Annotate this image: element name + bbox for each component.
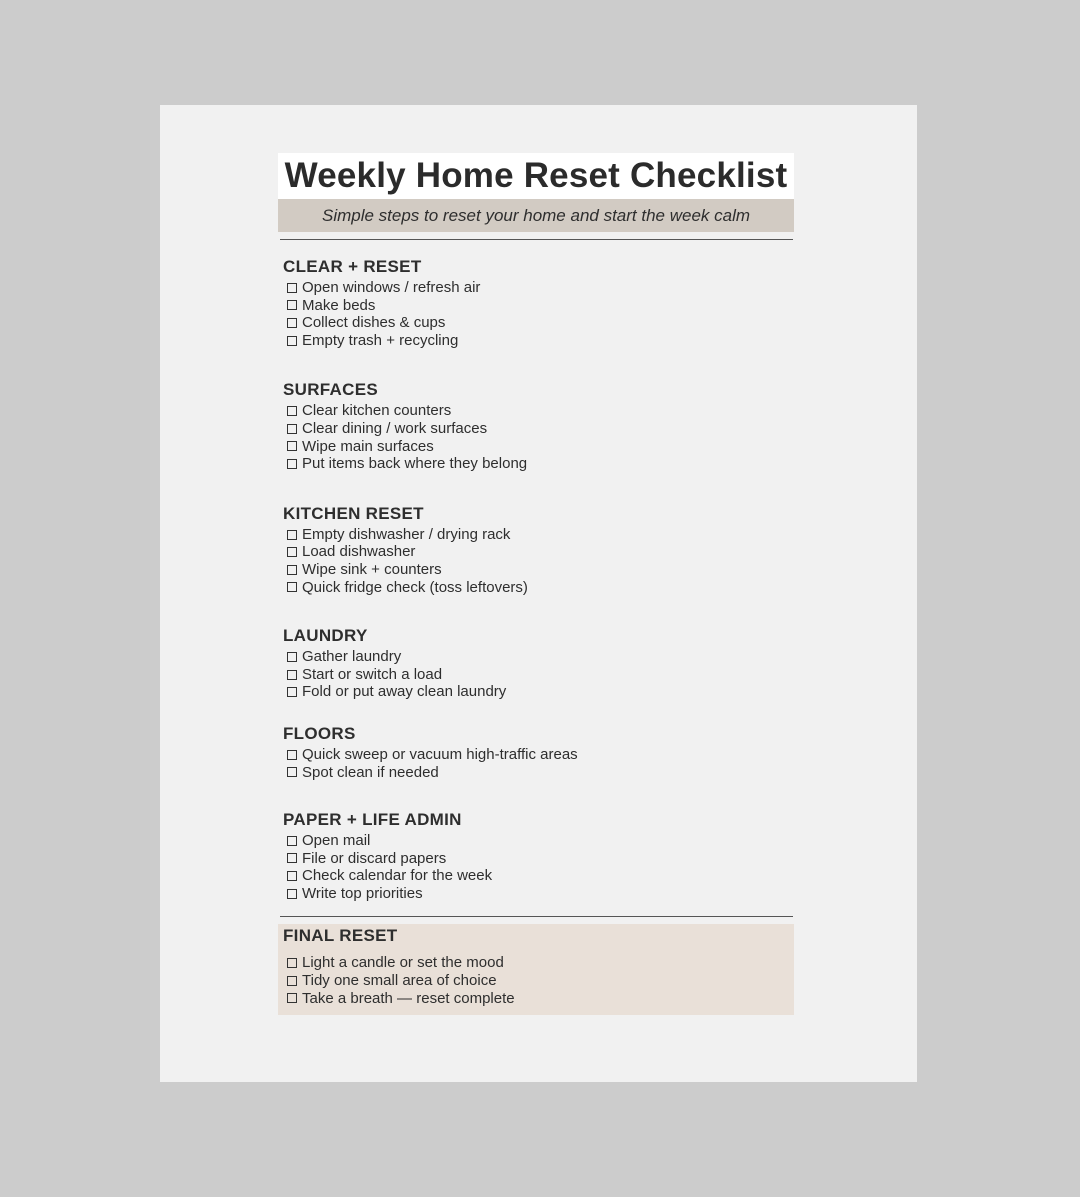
checklist-item[interactable] (287, 438, 794, 456)
checkbox-icon[interactable] (287, 853, 297, 863)
checklist-item[interactable] (287, 885, 794, 903)
checklist-items (283, 832, 794, 902)
checklist-item-label: Wipe sink + counters (302, 560, 442, 578)
checklist-items (283, 746, 794, 781)
checklist-items (283, 526, 794, 596)
checklist-item-label: Fold or put away clean laundry (302, 683, 507, 701)
section-title: FINAL RESET (283, 926, 398, 946)
checklist-item-label: Quick fridge check (toss leftovers) (302, 578, 528, 596)
checkbox-icon[interactable] (287, 993, 297, 1003)
checklist-item[interactable] (287, 683, 794, 701)
checklist-item[interactable] (287, 972, 794, 990)
checkbox-icon[interactable] (287, 565, 297, 575)
checklist-item[interactable] (287, 455, 794, 473)
checkbox-icon[interactable] (287, 976, 297, 986)
checklist-items (283, 402, 794, 472)
checklist-item-label: Clear kitchen counters (302, 402, 452, 420)
checklist-item[interactable] (287, 850, 794, 868)
section-final-reset (278, 924, 794, 1015)
section-title: PAPER + LIFE ADMIN (283, 810, 462, 830)
checkbox-icon[interactable] (287, 767, 297, 777)
checklist-item[interactable] (287, 543, 794, 561)
divider (280, 916, 793, 917)
checkbox-icon[interactable] (287, 406, 297, 416)
checkbox-icon[interactable] (287, 958, 297, 968)
checklist-item[interactable] (287, 867, 794, 885)
checkbox-icon[interactable] (287, 547, 297, 557)
checkbox-icon[interactable] (287, 750, 297, 760)
divider (280, 239, 793, 240)
section-title: LAUNDRY (283, 626, 368, 646)
checkbox-icon[interactable] (287, 836, 297, 846)
checklist-items (283, 279, 794, 349)
checklist-item[interactable] (287, 297, 794, 315)
checkbox-icon[interactable] (287, 582, 297, 592)
section-title: CLEAR + RESET (283, 257, 422, 276)
checklist-item[interactable] (287, 954, 794, 972)
section-floors (278, 724, 794, 781)
checkbox-icon[interactable] (287, 424, 297, 434)
checklist-item[interactable] (287, 832, 794, 850)
checklist-item-label: Quick sweep or vacuum high-traffic areas (302, 745, 578, 763)
checkbox-icon[interactable] (287, 871, 297, 881)
checkbox-icon[interactable] (287, 283, 297, 293)
checklist-item-label: Take a breath — reset complete (302, 989, 515, 1007)
checklist-item-label: Gather laundry (302, 648, 402, 666)
checklist-item[interactable] (287, 561, 794, 579)
checkbox-icon[interactable] (287, 687, 297, 697)
checkbox-icon[interactable] (287, 300, 297, 310)
checklist-item[interactable] (287, 332, 794, 350)
checklist-item[interactable] (287, 764, 794, 782)
checkbox-icon[interactable] (287, 670, 297, 680)
checklist-item-label: Start or switch a load (302, 665, 443, 683)
checklist-item-label: File or discard papers (302, 849, 447, 867)
checkbox-icon[interactable] (287, 459, 297, 469)
checkbox-icon[interactable] (287, 336, 297, 346)
checklist-item[interactable] (287, 314, 794, 332)
page-subtitle: Simple steps to reset your home and start the week calm (278, 199, 794, 232)
checklist-item-label: Empty dishwasher / drying rack (302, 525, 511, 543)
checklist-item-label: Collect dishes & cups (302, 314, 446, 332)
checklist-item[interactable] (287, 579, 794, 597)
checklist-item-label: Open mail (302, 832, 371, 850)
checklist-item-label: Clear dining / work surfaces (302, 419, 488, 437)
checklist-item-label: Load dishwasher (302, 543, 416, 561)
checklist-item-label: Open windows / refresh air (302, 279, 481, 296)
section-laundry (278, 626, 794, 701)
checklist-item-label: Wipe main surfaces (302, 437, 434, 455)
checkbox-icon[interactable] (287, 530, 297, 540)
section-title: KITCHEN RESET (283, 503, 424, 523)
checklist-item-label: Put items back where they belong (302, 455, 528, 473)
checklist-item[interactable] (287, 279, 794, 297)
checklist-item-label: Light a candle or set the mood (302, 954, 504, 972)
page-title: Weekly Home Reset Checklist (278, 153, 794, 199)
checkbox-icon[interactable] (287, 652, 297, 662)
checklist-item[interactable] (287, 746, 794, 764)
checkbox-icon[interactable] (287, 441, 297, 451)
checklist-items (283, 648, 794, 701)
checklist-items (283, 954, 794, 1007)
section-paper-life-admin (278, 810, 794, 902)
section-title: FLOORS (283, 723, 356, 743)
checklist-item[interactable] (287, 666, 794, 684)
checklist-item[interactable] (287, 526, 794, 544)
section-title: SURFACES (283, 380, 378, 400)
checklist-content (278, 153, 794, 1015)
checklist-item-label: Empty trash + recycling (302, 331, 459, 349)
checkbox-icon[interactable] (287, 318, 297, 328)
checklist-item-label: Spot clean if needed (302, 763, 439, 781)
checklist-item[interactable] (287, 420, 794, 438)
checklist-item[interactable] (287, 402, 794, 420)
section-surfaces (278, 380, 794, 472)
checklist-page (160, 105, 917, 1082)
section-clear-reset (278, 257, 794, 349)
checkbox-icon[interactable] (287, 889, 297, 899)
checklist-item-label: Write top priorities (302, 884, 423, 902)
checklist-item-label: Make beds (302, 296, 376, 314)
checklist-item-label: Tidy one small area of choice (302, 972, 497, 990)
section-kitchen-reset (278, 504, 794, 596)
checklist-item[interactable] (287, 990, 794, 1008)
checklist-item-label: Check calendar for the week (302, 867, 493, 885)
checklist-item[interactable] (287, 648, 794, 666)
